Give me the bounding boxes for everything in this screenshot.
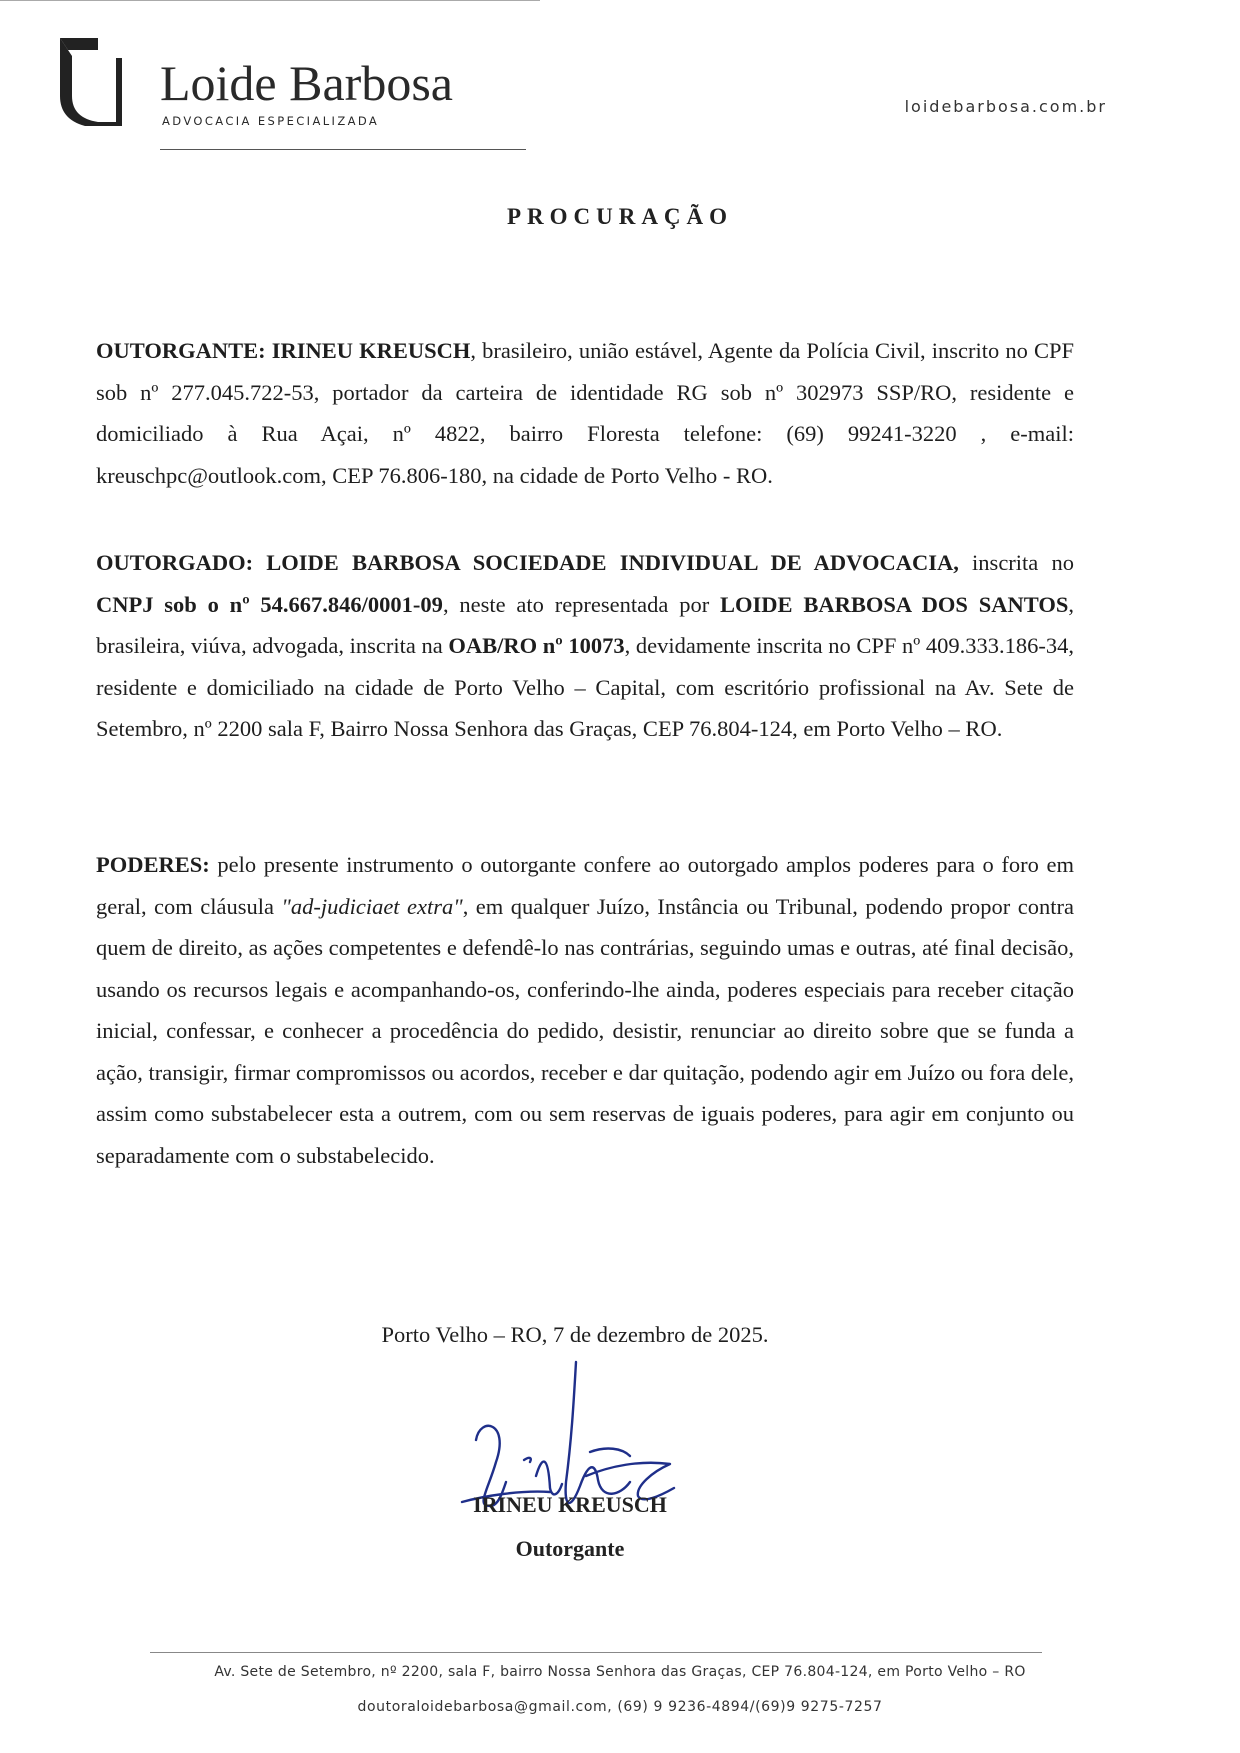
footer-address: Av. Sete de Setembro, nº 2200, sala F, bairro Nossa Senhora das Graças, CEP 76.804-124, em Porto Velho – RO <box>214 1664 1026 1680</box>
outorgado-paragraph <box>96 542 1074 750</box>
poderes-text-1: pelo presente instrumento o outorgante confere ao outorgado amplos poderes para o foro em geral, com cláusula <box>96 852 1074 919</box>
outorgado-text-3: , brasileira, viúva, advogada, inscrita na <box>96 591 1074 658</box>
document-title: PROCURAÇÃO <box>506 204 734 229</box>
poderes-paragraph <box>96 844 1074 1176</box>
signatory-name: IRINEU KREUSCH <box>473 1492 667 1517</box>
outorgado-label: OUTORGADO: <box>96 550 254 575</box>
website-link[interactable]: loidebarbosa.com.br <box>904 97 1107 116</box>
outorgante-text: , brasileiro, união estável, Agente da Polícia Civil, inscrito no CPF sob nº 277.045.722-53, portador da carteira de identidade RG sob nº 302973 SSP/RO, residente e domiciliado à Rua Açai, nº 4822, bairro Floresta telefone: (69) 99241-3220 , e-mail: kreuschpc@outlook.com, CEP 76.806-180, na cidade de Porto Velho - RO. <box>96 338 1074 488</box>
logo-name: Loide Barbosa <box>160 55 453 111</box>
outorgado-oab: OAB/RO nº 10073 <box>448 633 625 658</box>
outorgado-text-1: inscrita no <box>958 550 1074 575</box>
outorgante-name: IRINEU KREUSCH <box>271 338 471 363</box>
signature-place-date: Porto Velho – RO, 7 de dezembro de 2025. <box>381 1322 769 1347</box>
page-top-edge <box>0 0 540 1</box>
outorgado-representative: LOIDE BARBOSA DOS SANTOS <box>720 591 1069 617</box>
signatory-role: Outorgante <box>515 1536 625 1561</box>
outorgado-cnpj: CNPJ sob o nº 54.667.846/0001-09 <box>96 591 443 617</box>
outorgante-label: OUTORGANTE: <box>96 338 266 363</box>
logo-subtitle: ADVOCACIA ESPECIALIZADA <box>162 114 380 128</box>
poderes-clause: "ad-judiciaet extra" <box>281 893 463 919</box>
outorgado-text-2: , neste ato representada por <box>442 591 720 617</box>
poderes-label: PODERES: <box>96 852 210 877</box>
outorgado-text-4: , devidamente inscrita no CPF nº 409.333.186-34, residente e domiciliado na cidade de Porto Velho – Capital, com escritório profissional na Av. Sete de Setembro, nº 2200 sala F, Bairro Nossa Senhora das Graças, CEP 76.804-124, em Porto Velho – RO. <box>96 633 1075 741</box>
header-divider <box>160 149 526 150</box>
outorgante-paragraph <box>96 330 1074 496</box>
footer-contact: doutoraloidebarbosa@gmail.com, (69) 9 9236-4894/(69)9 9275-7257 <box>357 1699 883 1715</box>
footer-divider <box>150 1652 1042 1653</box>
logo-mark-icon <box>58 36 138 126</box>
outorgado-name: LOIDE BARBOSA SOCIEDADE INDIVIDUAL DE ADVOCACIA, <box>266 550 959 575</box>
poderes-text-2: , em qualquer Juízo, Instância ou Tribunal, podendo propor contra quem de direito, as ações competentes e defendê-lo nas contrárias, seguindo umas e outras, até final decisão, usando os recursos legais e acompanhando-os, conferindo-lhe ainda, poderes especiais para receber citação inicial, confessar, e conhecer a procedência do pedido, desistir, renunciar ao direito sobre que se funda a ação, transigir, firmar compromissos ou acordos, receber e dar quitação, podendo agir em Juízo ou fora dele, assim como substabelecer esta a outrem, com ou sem reservas de iguais poderes, para agir em conjunto ou separadamente com o substabelecido. <box>96 893 1074 1168</box>
